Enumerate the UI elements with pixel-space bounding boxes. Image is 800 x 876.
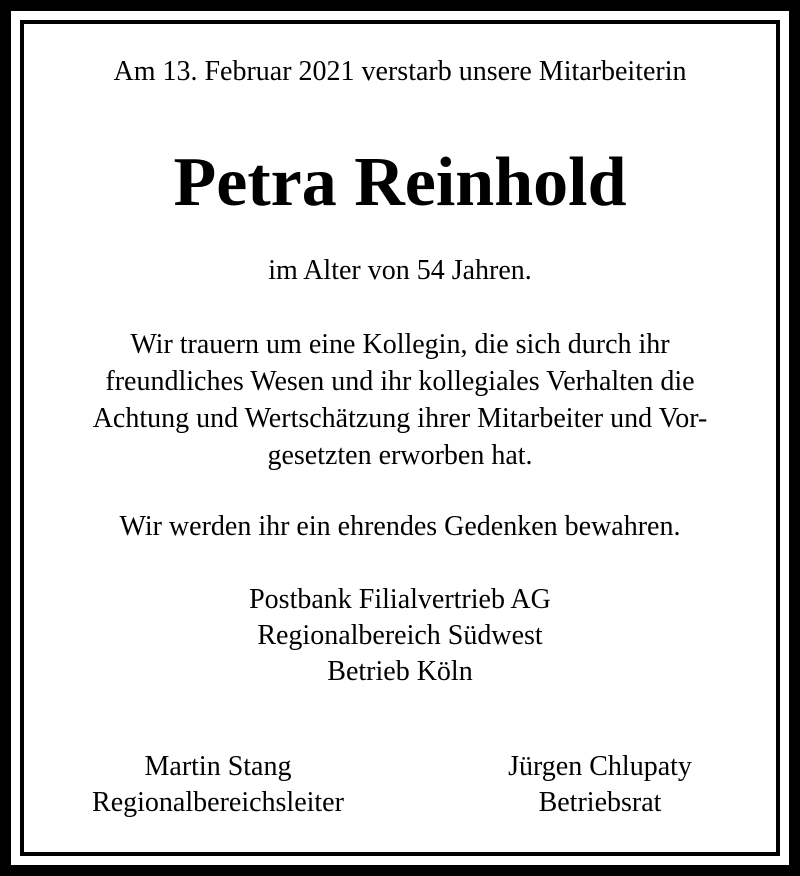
tribute-line: freundliches Wesen und ihr kollegiales Verhalten die (105, 366, 695, 397)
closing-text: Wir werden ihr ein ehrendes Gedenken bewahren. (119, 511, 681, 542)
tribute-line: Wir trauern um eine Kollegin, die sich durch ihr (130, 329, 670, 360)
signatory-title: Regionalbereichsleiter (92, 787, 344, 818)
signatory-name: Martin Stang (144, 751, 292, 782)
signatory-name: Jürgen Chlupaty (508, 751, 692, 782)
signatory-title: Betriebsrat (538, 787, 662, 818)
organization-line: Betrieb Köln (327, 656, 473, 687)
intro-text: Am 13. Februar 2021 verstarb unsere Mitarbeiterin (113, 56, 687, 87)
tribute-line: gesetzten erworben hat. (267, 440, 533, 471)
deceased-name: Petra Reinhold (173, 144, 627, 221)
tribute-line: Achtung und Wertschätzung ihrer Mitarbeiter und Vor- (92, 403, 708, 434)
organization-line: Postbank Filialvertrieb AG (249, 584, 551, 615)
organization-line: Regionalbereich Südwest (257, 620, 543, 651)
age-text: im Alter von 54 Jahren. (268, 255, 532, 286)
